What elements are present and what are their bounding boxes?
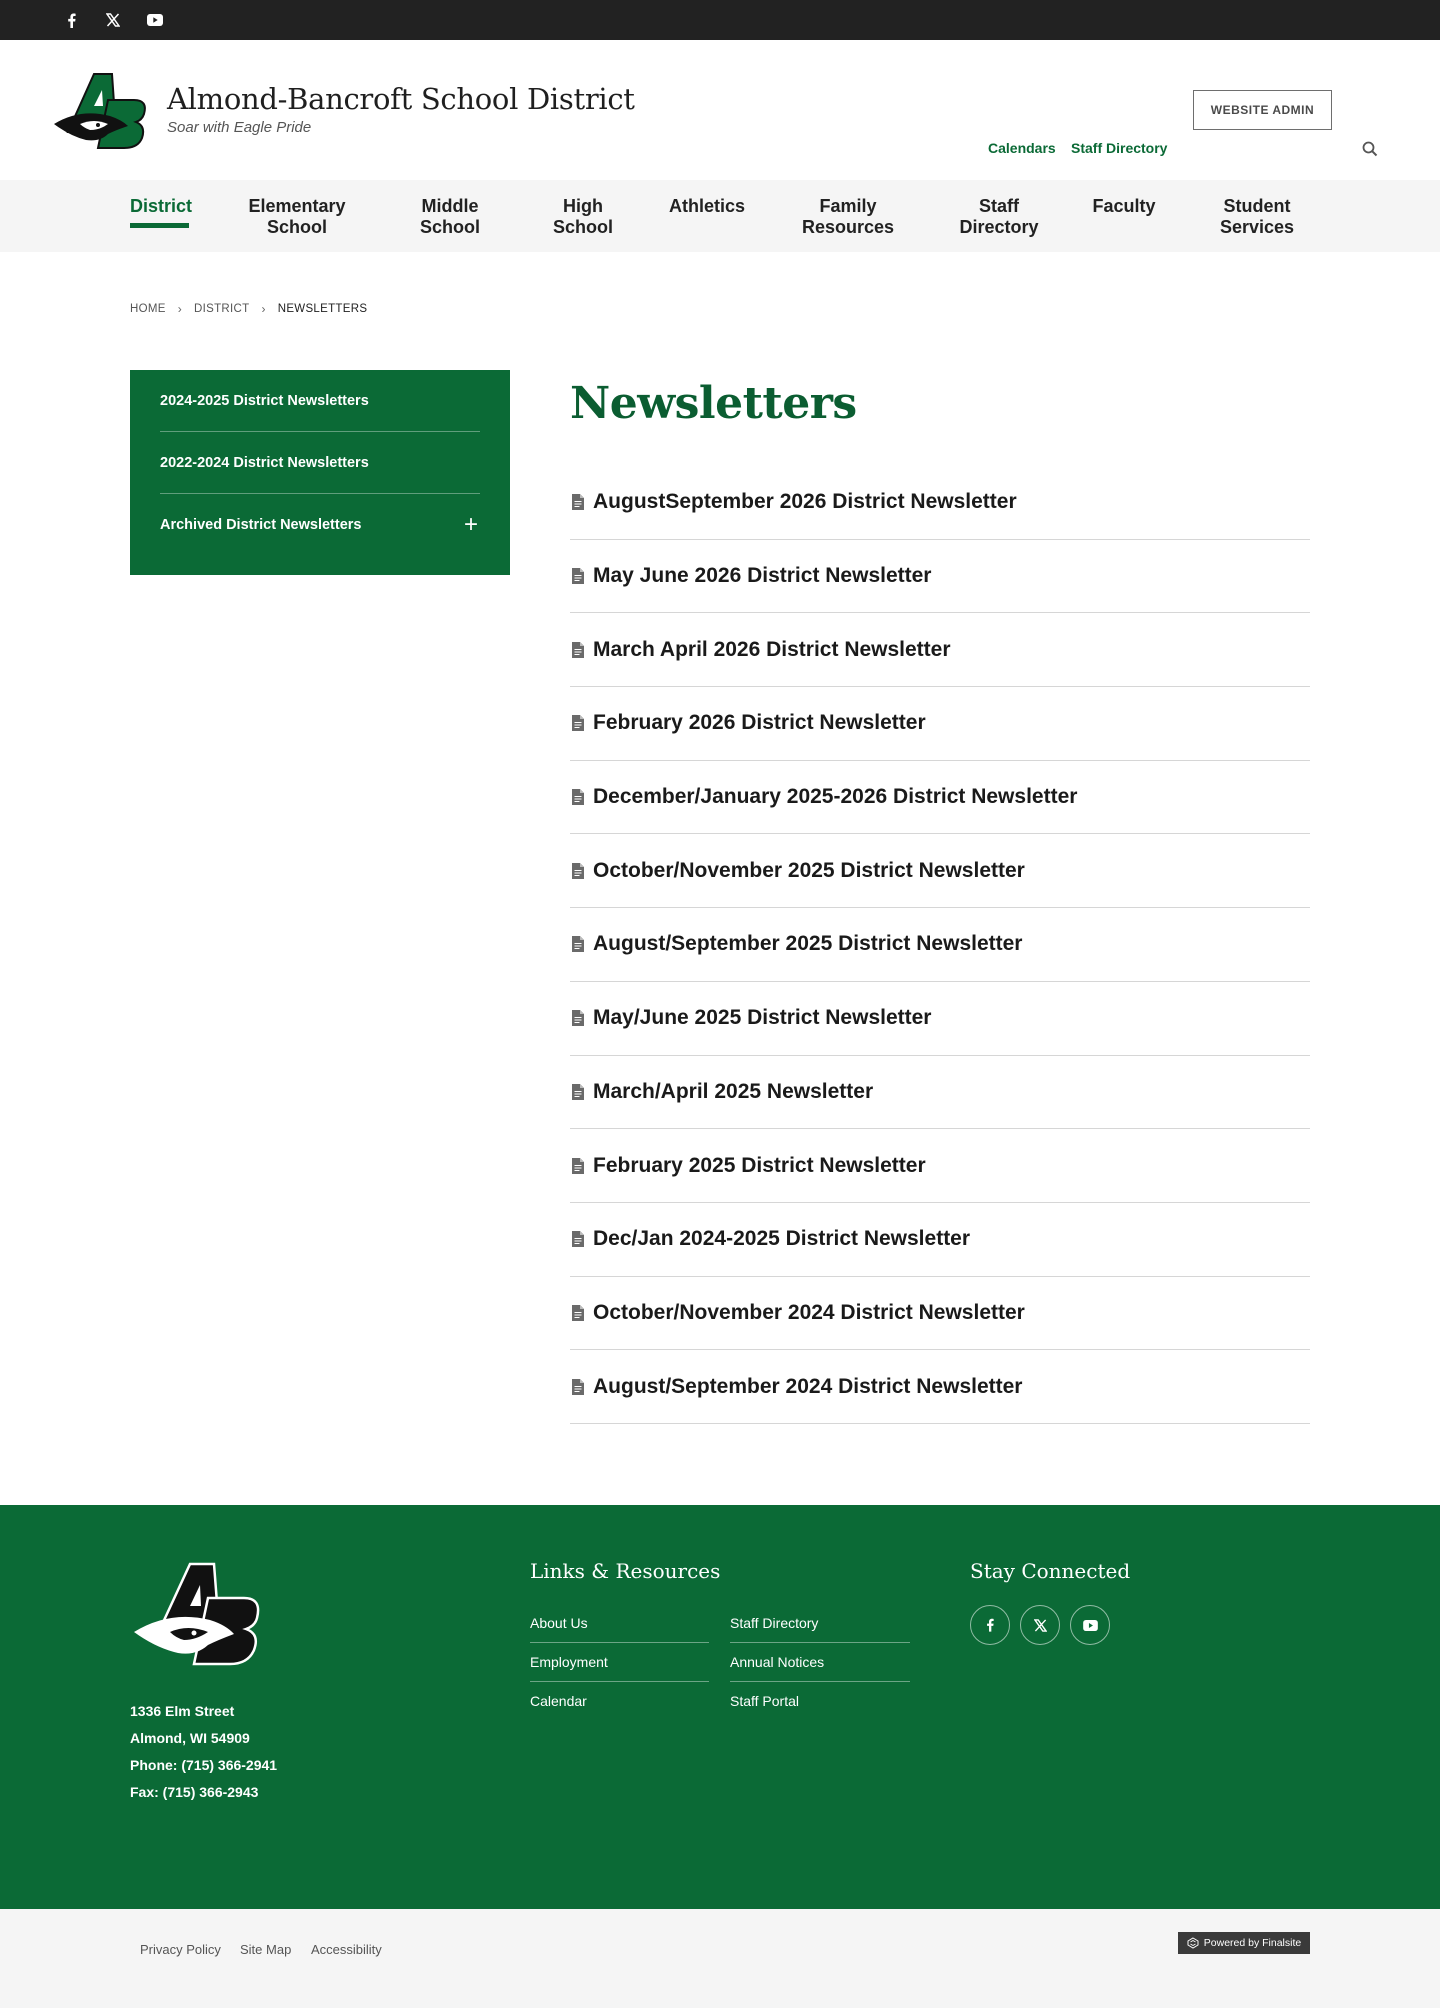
divider [530,1642,709,1643]
divider [530,1681,709,1682]
powered-by-text: Powered by Finalsite [1203,1937,1302,1949]
newsletter-link[interactable]: May June 2026 District Newsletter [593,564,932,588]
address-phone[interactable]: Phone: (715) 366-2941 [130,1757,278,1773]
side-item-2024-2025[interactable] [160,370,480,432]
section-side-menu [130,370,510,575]
file-icon [571,1084,585,1100]
footer-youtube-icon[interactable] [1070,1605,1110,1645]
newsletter-link[interactable]: March/April 2025 Newsletter [593,1079,874,1103]
main-navigation [0,180,1440,252]
newsletter-link[interactable]: March April 2026 District Newsletter [593,637,951,661]
site-title[interactable]: Almond-Bancroft School District [167,82,635,116]
file-icon [571,1010,585,1026]
newsletter-link[interactable]: May/June 2025 District Newsletter [593,1006,932,1030]
nav-staff-directory[interactable]: Staff Directory [959,196,1039,237]
calendars-link[interactable]: Calendars [988,140,1056,156]
expand-plus-icon[interactable]: + [463,511,478,538]
list-item[interactable] [570,687,1310,761]
facebook-icon[interactable] [62,11,80,29]
newsletter-link[interactable]: October/November 2025 District Newsletter [593,858,1025,882]
search-icon[interactable] [1361,140,1379,158]
nav-elementary-school[interactable]: Elementary School [248,196,346,237]
list-item[interactable] [570,908,1310,982]
newsletter-link[interactable]: Dec/Jan 2024-2025 District Newsletter [593,1227,971,1251]
nav-student-services[interactable]: Student Services [1219,196,1295,237]
file-icon [571,789,585,805]
site-header [0,40,1440,180]
newsletter-link[interactable]: February 2025 District Newsletter [593,1153,926,1177]
list-item[interactable] [570,466,1310,540]
website-admin-button[interactable]: WEBSITE ADMIN [1193,90,1332,130]
side-item-label: Archived District Newsletters [160,517,362,533]
x-icon[interactable] [104,11,122,29]
newsletter-link[interactable]: October/November 2024 District Newsletter [593,1300,1025,1324]
list-item[interactable] [570,540,1310,614]
privacy-policy-link[interactable]: Privacy Policy [140,1942,221,1957]
side-item-archived[interactable] [160,494,480,556]
site-footer [0,1505,1440,1909]
footer-link-staff-portal[interactable]: Staff Portal [730,1693,800,1709]
breadcrumb [130,302,367,316]
footer-address [130,1698,277,1806]
list-item[interactable] [570,982,1310,1056]
list-item[interactable] [570,1129,1310,1203]
side-item-label: 2024-2025 District Newsletters [160,392,369,409]
newsletter-link[interactable]: AugustSeptember 2026 District Newsletter [593,490,1017,514]
nav-high-school[interactable]: High School [552,196,613,237]
newsletter-link[interactable]: February 2026 District Newsletter [593,711,926,735]
chevron-right-icon: › [177,302,182,316]
list-item[interactable] [570,834,1310,908]
footer-link-about-us[interactable]: About Us [530,1615,588,1631]
chevron-right-icon: › [261,302,266,316]
address-city: Almond, WI 54909 [130,1730,250,1746]
site-tagline: Soar with Eagle Pride [167,119,312,136]
finalsite-icon [1187,1937,1199,1949]
youtube-icon[interactable] [146,11,164,29]
file-icon [571,1158,585,1174]
list-item[interactable] [570,1350,1310,1424]
file-icon [571,936,585,952]
footer-x-icon[interactable] [1020,1605,1060,1645]
address-street: 1336 Elm Street [130,1703,235,1719]
footer-link-employment[interactable]: Employment [530,1654,608,1670]
footer-link-annual-notices[interactable]: Annual Notices [730,1654,825,1670]
nav-district[interactable]: District [130,196,189,228]
file-icon [571,1379,585,1395]
divider [730,1642,910,1643]
footer-link-staff-directory[interactable]: Staff Directory [730,1615,819,1631]
staff-directory-link[interactable]: Staff Directory [1071,140,1168,156]
nav-faculty[interactable]: Faculty [1092,196,1156,216]
file-icon [571,1231,585,1247]
breadcrumb-current: NEWSLETTERS [277,303,368,315]
list-item[interactable] [570,613,1310,687]
newsletter-link[interactable]: August/September 2024 District Newsletter [593,1374,1023,1398]
list-item[interactable] [570,1056,1310,1130]
breadcrumb-district[interactable]: DISTRICT [194,303,250,315]
file-icon [571,494,585,510]
connect-heading: Stay Connected [970,1559,1131,1583]
site-map-link[interactable]: Site Map [240,1942,292,1957]
page-title: Newsletters [570,378,857,429]
nav-athletics[interactable]: Athletics [668,196,746,216]
breadcrumb-home[interactable]: HOME [130,303,166,315]
list-item[interactable] [570,761,1310,835]
links-heading: Links & Resources [530,1559,721,1583]
newsletter-list [570,466,1310,1424]
file-icon [571,642,585,658]
newsletter-link[interactable]: December/January 2025-2026 District Newsletter [593,785,1078,809]
address-fax: Fax: (715) 366-2943 [130,1784,259,1800]
district-logo[interactable] [50,70,150,152]
accessibility-link[interactable]: Accessibility [311,1942,382,1957]
nav-middle-school[interactable]: Middle School [419,196,480,237]
side-item-label: 2022-2024 District Newsletters [160,454,369,471]
file-icon [571,1305,585,1321]
list-item[interactable] [570,1277,1310,1351]
newsletter-link[interactable]: August/September 2025 District Newsletter [593,932,1023,956]
footer-logo[interactable] [130,1558,265,1670]
nav-family-resources[interactable]: Family Resources [801,196,895,237]
file-icon [571,715,585,731]
footer-link-calendar[interactable]: Calendar [530,1693,587,1709]
powered-by-badge[interactable] [1178,1932,1310,1954]
file-icon [571,863,585,879]
top-social-bar [0,0,1440,40]
file-icon [571,568,585,584]
list-item[interactable] [570,1203,1310,1277]
bottom-bar [0,1909,1440,2008]
side-item-2022-2024[interactable] [160,432,480,494]
footer-facebook-icon[interactable] [970,1605,1010,1645]
divider [730,1681,910,1682]
